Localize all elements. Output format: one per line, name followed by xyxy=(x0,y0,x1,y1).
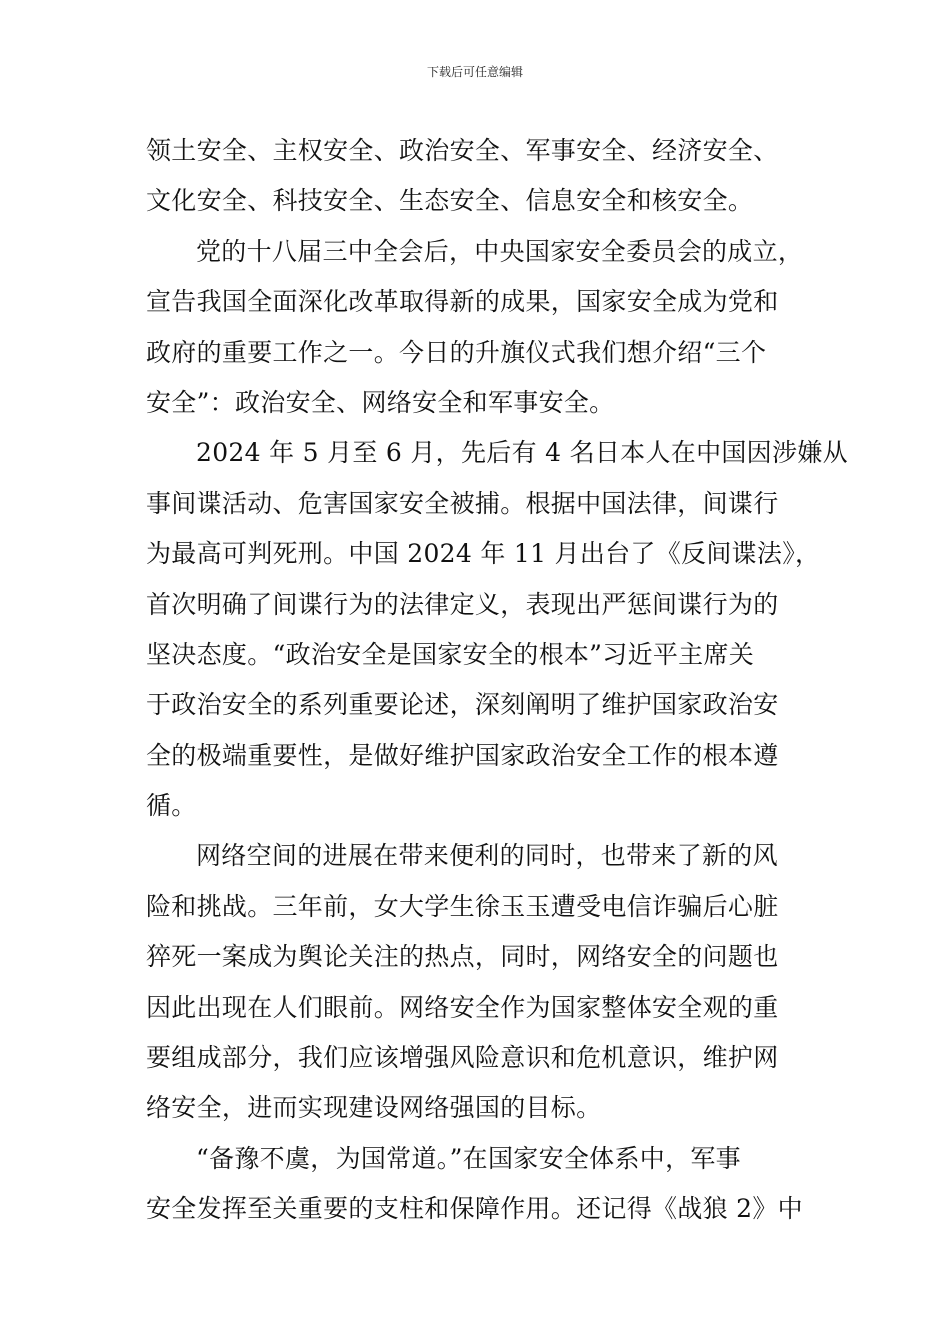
text-line: 于政治安全的系列重要论述，深刻阐明了维护国家政治安 xyxy=(146,690,779,720)
text-line: 党的十八届三中全会后，中央国家安全委员会的成立， xyxy=(196,236,804,266)
text-line: 为最高可判死刑。中国 2024 年 11 月出台了《反间谍法》， xyxy=(146,539,821,569)
text-line: 循。 xyxy=(146,791,197,821)
text-line: 文化安全、科技安全、生态安全、信息安全和核安全。 xyxy=(146,186,754,216)
text-line: “备豫不虞，为国常道。”在国家安全体系中，军事 xyxy=(196,1143,741,1173)
text-line: 领土安全、主权安全、政治安全、军事安全、经济安全、 xyxy=(146,136,779,165)
text-line: 安全”：政治安全、网络安全和军事安全。 xyxy=(146,387,615,417)
text-line: 政府的重要工作之一。今日的升旗仪式我们想介绍“三个 xyxy=(146,337,767,367)
text-line: 全的极端重要性，是做好维护国家政治安全工作的根本遵 xyxy=(146,740,779,770)
text-line: 宣告我国全面深化改革取得新的成果，国家安全成为党和 xyxy=(146,287,779,317)
text-line: 络安全，进而实现建设网络强国的目标。 xyxy=(146,1093,602,1123)
document-body xyxy=(146,126,848,1235)
text-line: 事间谍活动、危害国家安全被捕。根据中国法律，间谍行 xyxy=(146,488,779,518)
text-line: 要组成部分，我们应该增强风险意识和危机意识，维护网 xyxy=(146,1043,779,1073)
text-line: 因此出现在人们眼前。网络安全作为国家整体安全观的重 xyxy=(146,992,779,1022)
text-line: 安全发挥至关重要的支柱和保障作用。还记得《战狼 2》中 xyxy=(146,1194,803,1224)
text-line: 网络空间的进展在带来便利的同时，也带来了新的风 xyxy=(196,841,778,871)
text-line: 2024 年 5 月至 6 月，先后有 4 名日本人在中国因涉嫌从 xyxy=(196,438,848,468)
text-line: 险和挑战。三年前，女大学生徐玉玉遭受电信诈骗后心脏 xyxy=(146,891,779,921)
text-line: 猝死一案成为舆论关注的热点，同时，网络安全的问题也 xyxy=(146,942,779,972)
page-header: 下载后可任意编辑 xyxy=(426,65,523,79)
text-line: 首次明确了间谍行为的法律定义，表现出严惩间谍行为的 xyxy=(146,589,779,619)
text-line: 坚决态度。“政治安全是国家安全的根本”习近平主席关 xyxy=(146,639,755,669)
